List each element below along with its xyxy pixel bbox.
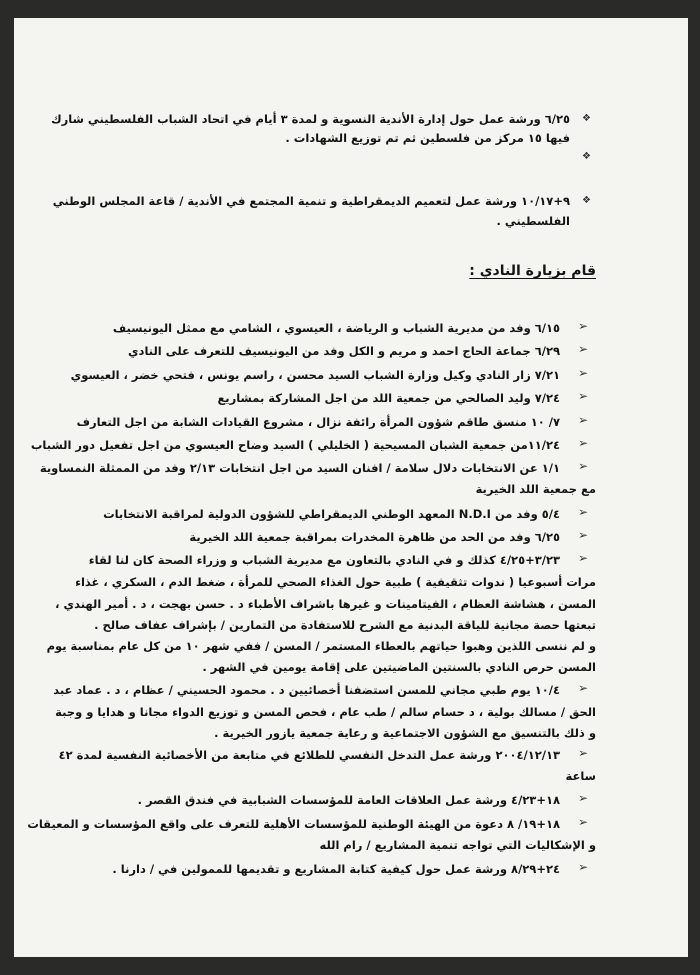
visit-line: مع جمعية اللد الخيرية <box>475 482 596 496</box>
visit-line: ١٠/٤ يوم طبي مجاني للمسن استضفنا أخصائيين د . محمود الحسيني / عظام ، د . عماد عبد <box>53 683 560 697</box>
visit-line: ٧/٢٤ وليد الصالحي من جمعية اللد من اجل المشاركة بمشاريع <box>217 391 560 405</box>
arrow-bullet-icon: ➢ <box>577 436 588 450</box>
visit-line: ٥/٤ وفد من N.D.I المعهد الوطني الديمقراطي للشؤون الدولية لمراقبة الانتخابات <box>103 507 560 521</box>
visit-line: ٧/٢١ زار النادي وكيل وزارة الشباب السيد محسن ، راسم يونس ، فتحي خضر ، العيسوي <box>70 368 560 382</box>
visit-line: ٣/٢٣+٤/٢٥ كذلك و في النادي بالتعاون مع مديرية الشباب و وزراء الصحة كان لنا لقاء <box>88 553 560 567</box>
arrow-bullet-icon: ➢ <box>577 746 588 760</box>
visit-line: ٦/٢٩ جماعة الحاج احمد و مريم و الكل وفد من اليونيسيف للتعرف على النادي <box>128 344 560 358</box>
workshop-line: ٩+١٠/١٧ ورشة عمل لتعميم الديمقراطية و تنمية المجتمع في الأندية / قاعة المجلس الوطني <box>52 194 570 208</box>
visit-line: ١/١ عن الانتخابات دلال سلامة / افنان السيد من اجل انتخابات ٢/١٣ وفد من الممثلة النمساوية <box>39 461 560 475</box>
visit-line: ٦/١٥ وفد من مديرية الشباب و الرياضة ، العيسوي ، الشامي مع ممثل اليونيسيف <box>112 321 560 335</box>
visit-line: ١٨+٤/٢٣ ورشة عمل العلاقات العامة للمؤسسات الشبابية في فندق القصر . <box>137 793 560 807</box>
visit-line: ٢٠٠٤/١٢/١٣ ورشة عمل التدخل النفسي للطلائع في متابعة من الأخصائية النفسية لمدة ٤٢ <box>58 748 560 762</box>
visit-line: ١٨+١٩/ ٨ دعوة من الهيئة الوطنية للمؤسسات الأهلية للتعرف على واقع المؤسسات و المعيقات <box>27 817 560 831</box>
visit-line: المسن ، هشاشة العظام ، الفيتامينات و غيرها باشراف الأطباء د . حسن بهجت ، د . أمير الهندي ، <box>55 597 596 611</box>
visit-line: الحق / مسالك بولية ، د حسام سالم / طب عام ، فحص المسن و توزيع الدواء مجانا و هدايا و وجبة <box>55 705 596 719</box>
visit-line: ٧/ ١٠ منسق طاقم شؤون المرأة رائفة نزال ، مشروع القيادات الشابة من اجل التعارف <box>76 415 560 429</box>
arrow-bullet-icon: ➢ <box>577 459 588 473</box>
diamond-bullet-icon: ❖ <box>582 151 591 162</box>
visit-line: و لم ننسى اللذين وهبوا حياتهم بالعطاء المستمر / المسن / ففي شهر ١٠ من كل عام بمناسبة يوم <box>46 639 596 653</box>
workshop-line: فيها ١٥ مركز من فلسطين ثم تم توزيع الشهادات . <box>285 131 570 145</box>
scanned-page <box>14 18 688 957</box>
visit-line: تبعتها حصة مجانية للياقة البدنية مع الشرح للاستفادة من التمارين / بإشراف عفاف صالح . <box>94 618 596 632</box>
arrow-bullet-icon: ➢ <box>577 342 588 356</box>
visit-line: و الإشكاليات التي تواجه تنمية المشاريع / رام الله <box>319 838 596 852</box>
visit-line: ٦/٢٥ وفد من الحد من ظاهرة المخدرات بمراقبة جمعية اللد الخيرية <box>189 530 560 544</box>
arrow-bullet-icon: ➢ <box>577 551 588 565</box>
visit-line: مرات أسبوعيا ( ندوات تثقيفية ) طبية حول الغذاء الصحي للمرأة ، ضغط الدم ، السكري ، غذاء <box>75 575 596 589</box>
arrow-bullet-icon: ➢ <box>577 319 588 333</box>
arrow-bullet-icon: ➢ <box>577 366 588 380</box>
arrow-bullet-icon: ➢ <box>577 389 588 403</box>
arrow-bullet-icon: ➢ <box>577 528 588 542</box>
visit-line: ساعة <box>565 769 596 783</box>
diamond-bullet-icon: ❖ <box>582 113 591 124</box>
workshop-line: الفلسطيني . <box>496 214 570 228</box>
visit-line: ١١/٢٤من جمعية الشبان المسيحية ( الخليلي ) السيد وضاح العيسوي من اجل تفعيل دور الشباب <box>30 438 560 452</box>
arrow-bullet-icon: ➢ <box>577 860 588 874</box>
arrow-bullet-icon: ➢ <box>577 505 588 519</box>
arrow-bullet-icon: ➢ <box>577 815 588 829</box>
arrow-bullet-icon: ➢ <box>577 681 588 695</box>
document-body <box>14 18 688 957</box>
arrow-bullet-icon: ➢ <box>577 413 588 427</box>
visit-line: و ذلك بالتنسيق مع الشؤون الاجتماعية و رعاية جمعية يازور الخيرية . <box>214 726 596 740</box>
visit-line: المسن حرص النادي بالسنتين الماضيتين على إقامة يومين في الشهر . <box>202 660 596 674</box>
workshop-line: ٦/٢٥ ورشة عمل حول إدارة الأندية النسوية و لمدة ٣ أيام في اتحاد الشباب الفلسطيني شارك <box>51 112 570 126</box>
diamond-bullet-icon: ❖ <box>582 195 591 206</box>
arrow-bullet-icon: ➢ <box>577 791 588 805</box>
visit-line: ٢٤+٨/٢٩ ورشة عمل حول كيفية كتابة المشاريع و تقديمها للممولين في / دارنا . <box>112 862 560 876</box>
section-heading: قام بزيارة النادي : <box>469 263 596 279</box>
